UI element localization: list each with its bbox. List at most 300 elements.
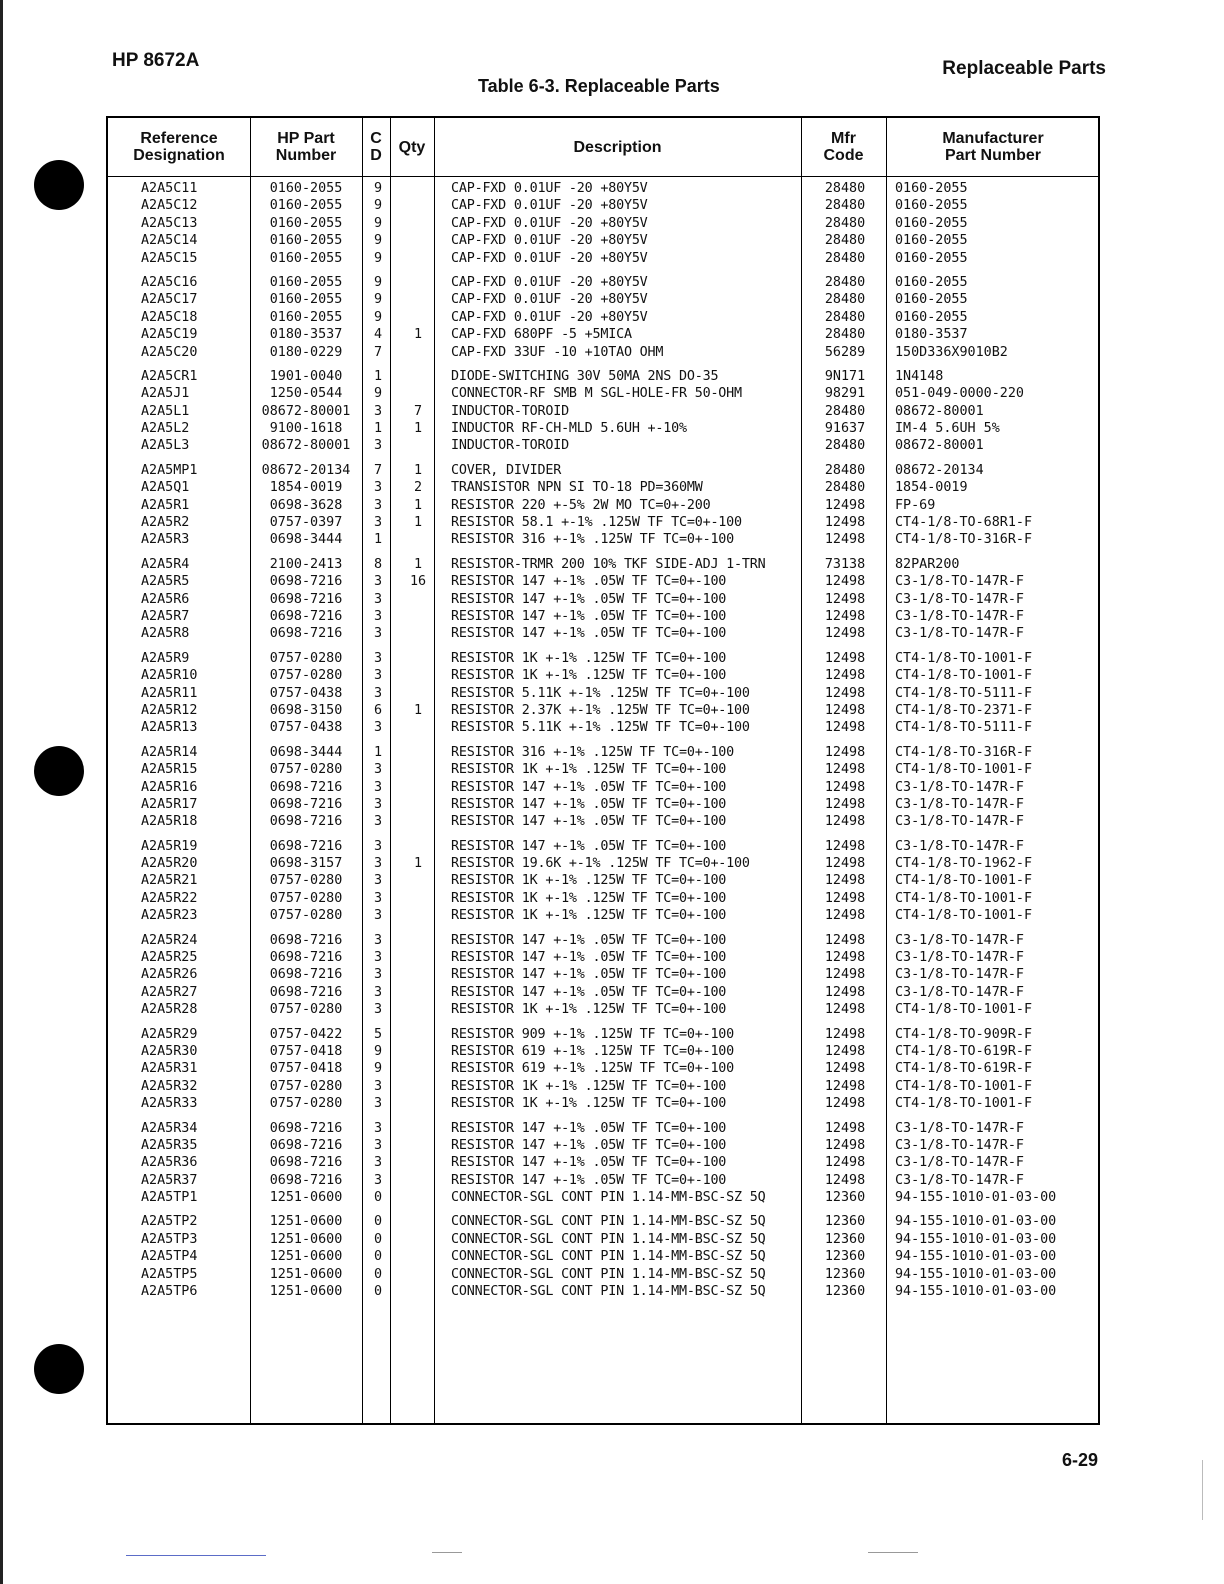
- cell-hp-part-number: 0757-0422: [269, 1026, 343, 1042]
- cell-ref-designation: A2A5R10: [141, 668, 198, 684]
- cell-cd: 3: [374, 873, 383, 889]
- cell-mfr-code: 28480: [824, 274, 866, 290]
- cell-mfr-code: 28480: [824, 292, 866, 308]
- cell-description: RESISTOR 1K +-1% .125W TF TC=0+-100: [451, 668, 727, 684]
- table-row: [108, 1248, 1098, 1265]
- table-row: [108, 531, 1098, 548]
- cell-hp-part-number: 2100-2413: [269, 556, 343, 572]
- cell-cd: 3: [374, 814, 383, 830]
- cell-ref-designation: A2A5R25: [141, 950, 198, 966]
- cell-hp-part-number: 1901-0040: [269, 368, 343, 384]
- cell-cd: 0: [374, 1231, 383, 1247]
- cell-description: RESISTOR 1K +-1% .125W TF TC=0+-100: [451, 762, 727, 778]
- table-row: [108, 966, 1098, 983]
- left-page-edge: [0, 0, 3, 1584]
- cell-cd: 1: [374, 532, 383, 548]
- cell-cd: 1: [374, 368, 383, 384]
- cell-cd: 3: [374, 1096, 383, 1112]
- page-number: 6-29: [1061, 1450, 1098, 1470]
- cell-description: RESISTOR 147 +-1% .05W TF TC=0+-100: [451, 779, 727, 795]
- cell-mfr-code: 12498: [824, 1096, 866, 1112]
- cell-cd: 3: [374, 1172, 383, 1188]
- cell-hp-part-number: 0698-7216: [269, 1137, 343, 1153]
- cell-ref-designation: A2A5R9: [141, 650, 190, 666]
- cell-qty: 1: [413, 515, 423, 531]
- cell-description: RESISTOR 147 +-1% .05W TF TC=0+-100: [451, 1172, 727, 1188]
- cell-description: RESISTOR-TRMR 200 10% TKF SIDE-ADJ 1-TRN: [451, 556, 766, 572]
- cell-mfr-code: 28480: [824, 462, 866, 478]
- cell-hp-part-number: 0757-0418: [269, 1043, 343, 1059]
- cell-cd: 3: [374, 574, 383, 590]
- cell-mfr-part-number: CT4-1/8-TO-1001-F: [895, 873, 1033, 889]
- cell-ref-designation: A2A5R7: [141, 608, 190, 624]
- cell-mfr-part-number: CT4-1/8-TO-619R-F: [895, 1043, 1033, 1059]
- cell-description: RESISTOR 5.11K +-1% .125W TF TC=0+-100: [451, 720, 750, 736]
- cell-mfr-part-number: 94-155-1010-01-03-00: [895, 1190, 1057, 1206]
- cell-hp-part-number: 0698-7216: [269, 796, 343, 812]
- cell-mfr-code: 12498: [824, 967, 866, 983]
- cell-qty: 1: [413, 327, 423, 343]
- cell-mfr-code: 12498: [824, 908, 866, 924]
- cell-description: RESISTOR 316 +-1% .125W TF TC=0+-100: [451, 744, 735, 760]
- cell-mfr-code: 28480: [824, 181, 866, 196]
- row-group: [108, 274, 1098, 361]
- cell-mfr-part-number: 94-155-1010-01-03-00: [895, 1231, 1057, 1247]
- cell-description: CONNECTOR-SGL CONT PIN 1.14-MM-BSC-SZ 5Q: [451, 1249, 766, 1265]
- cell-cd: 6: [374, 702, 383, 718]
- cell-mfr-code: 12498: [824, 1043, 866, 1059]
- cell-mfr-part-number: C3-1/8-TO-147R-F: [895, 574, 1024, 590]
- cell-mfr-part-number: CT4-1/8-TO-5111-F: [895, 720, 1033, 736]
- table-body: [108, 180, 1098, 1307]
- cell-mfr-code: 98291: [824, 386, 866, 402]
- table-row: [108, 385, 1098, 402]
- cell-hp-part-number: 0698-3444: [269, 532, 343, 548]
- cell-cd: 3: [374, 591, 383, 607]
- cell-mfr-part-number: C3-1/8-TO-147R-F: [895, 608, 1024, 624]
- cell-mfr-part-number: 0160-2055: [895, 250, 968, 266]
- cell-ref-designation: A2A5R13: [141, 720, 198, 736]
- table-row: [108, 326, 1098, 343]
- cell-description: CONNECTOR-SGL CONT PIN 1.14-MM-BSC-SZ 5Q: [451, 1214, 766, 1230]
- cell-mfr-code: 12360: [824, 1231, 866, 1247]
- cell-mfr-part-number: 0160-2055: [895, 233, 968, 249]
- cell-description: CONNECTOR-SGL CONT PIN 1.14-MM-BSC-SZ 5Q: [451, 1284, 766, 1300]
- cell-cd: 9: [374, 386, 383, 402]
- cell-cd: 1: [374, 744, 383, 760]
- cell-ref-designation: A2A5R8: [141, 626, 190, 642]
- cell-mfr-part-number: 94-155-1010-01-03-00: [895, 1284, 1057, 1300]
- cell-mfr-code: 28480: [824, 250, 866, 266]
- cell-mfr-part-number: CT4-1/8-TO-909R-F: [895, 1026, 1033, 1042]
- cell-mfr-code: 12498: [824, 779, 866, 795]
- cell-cd: 3: [374, 1155, 383, 1171]
- cell-mfr-code: 12360: [824, 1190, 866, 1206]
- table-row: [108, 215, 1098, 232]
- section-title: Replaceable Parts: [942, 58, 1106, 79]
- cell-ref-designation: A2A5R2: [141, 515, 190, 531]
- cell-cd: 5: [374, 1026, 383, 1042]
- cell-description: RESISTOR 147 +-1% .05W TF TC=0+-100: [451, 984, 727, 1000]
- cell-description: INDUCTOR-TOROID: [451, 403, 569, 419]
- cell-qty: 1: [413, 556, 423, 572]
- cell-description: TRANSISTOR NPN SI TO-18 PD=360MW: [451, 480, 703, 496]
- cell-mfr-part-number: 0160-2055: [895, 292, 968, 308]
- cell-ref-designation: A2A5C20: [141, 344, 198, 360]
- cell-mfr-part-number: C3-1/8-TO-147R-F: [895, 814, 1024, 830]
- cell-description: CONNECTOR-RF SMB M SGL-HOLE-FR 50-OHM: [451, 386, 742, 402]
- cell-ref-designation: A2A5L1: [141, 403, 190, 419]
- cell-mfr-part-number: 0160-2055: [895, 198, 968, 214]
- cell-hp-part-number: 0698-7216: [269, 932, 343, 948]
- cell-hp-part-number: 0757-0438: [269, 720, 343, 736]
- row-group: [108, 932, 1098, 1019]
- table-row: [108, 796, 1098, 813]
- cell-cd: 9: [374, 181, 383, 196]
- cell-mfr-code: 12360: [824, 1249, 866, 1265]
- cell-ref-designation: A2A5C19: [141, 327, 198, 343]
- cell-ref-designation: A2A5TP5: [141, 1266, 198, 1282]
- cell-mfr-part-number: CT4-1/8-TO-5111-F: [895, 685, 1033, 701]
- cell-description: RESISTOR 19.6K +-1% .125W TF TC=0+-100: [451, 856, 750, 872]
- cell-mfr-code: 12498: [824, 762, 866, 778]
- cell-mfr-part-number: IM-4 5.6UH 5%: [895, 421, 1000, 437]
- cell-hp-part-number: 0757-0280: [269, 908, 343, 924]
- cell-mfr-part-number: CT4-1/8-TO-1001-F: [895, 908, 1033, 924]
- cell-mfr-part-number: CT4-1/8-TO-1001-F: [895, 1096, 1033, 1112]
- cell-cd: 3: [374, 685, 383, 701]
- cell-hp-part-number: 0757-0280: [269, 762, 343, 778]
- cell-mfr-part-number: CT4-1/8-TO-619R-F: [895, 1061, 1033, 1077]
- cell-ref-designation: A2A5R11: [141, 685, 198, 701]
- cell-hp-part-number: 0757-0280: [269, 1096, 343, 1112]
- cell-hp-part-number: 0698-7216: [269, 984, 343, 1000]
- cell-description: CAP-FXD 0.01UF -20 +80Y5V: [451, 274, 648, 290]
- cell-ref-designation: A2A5J1: [141, 386, 190, 402]
- right-edge-mark: [1202, 1460, 1203, 1520]
- cell-hp-part-number: 0698-7216: [269, 967, 343, 983]
- row-group: [108, 368, 1098, 455]
- cell-description: INDUCTOR RF-CH-MLD 5.6UH +-10%: [451, 421, 687, 437]
- cell-hp-part-number: 0180-0229: [269, 344, 343, 360]
- table-row: [108, 779, 1098, 796]
- cell-hp-part-number: 1251-0600: [269, 1249, 343, 1265]
- cell-mfr-part-number: CT4-1/8-TO-1001-F: [895, 650, 1033, 666]
- cell-cd: 9: [374, 198, 383, 214]
- cell-cd: 9: [374, 215, 383, 231]
- cell-mfr-part-number: 1854-0019: [895, 480, 968, 496]
- cell-hp-part-number: 0698-7216: [269, 779, 343, 795]
- cell-description: RESISTOR 147 +-1% .05W TF TC=0+-100: [451, 967, 727, 983]
- cell-mfr-part-number: 0180-3537: [895, 327, 968, 343]
- parts-table: [106, 116, 1100, 1425]
- cell-hp-part-number: 1251-0600: [269, 1214, 343, 1230]
- cell-ref-designation: A2A5R23: [141, 908, 198, 924]
- cell-mfr-part-number: 08672-20134: [895, 462, 984, 478]
- cell-description: CAP-FXD 0.01UF -20 +80Y5V: [451, 198, 648, 214]
- cell-ref-designation: A2A5R28: [141, 1002, 198, 1018]
- table-row: [108, 514, 1098, 531]
- cell-hp-part-number: 1251-0600: [269, 1190, 343, 1206]
- table-row: [108, 1189, 1098, 1206]
- table-row: [108, 291, 1098, 308]
- cell-ref-designation: A2A5R30: [141, 1043, 198, 1059]
- cell-hp-part-number: 0698-7216: [269, 950, 343, 966]
- cell-mfr-part-number: C3-1/8-TO-147R-F: [895, 950, 1024, 966]
- cell-description: CAP-FXD 680PF -5 +5MICA: [451, 327, 632, 343]
- cell-mfr-part-number: CT4-1/8-TO-2371-F: [895, 702, 1033, 718]
- cell-hp-part-number: 0160-2055: [269, 250, 343, 266]
- cell-mfr-code: 56289: [824, 344, 866, 360]
- cell-mfr-code: 9N171: [824, 368, 866, 384]
- cell-cd: 3: [374, 856, 383, 872]
- cell-mfr-code: 28480: [824, 198, 866, 214]
- cell-description: RESISTOR 147 +-1% .05W TF TC=0+-100: [451, 1155, 727, 1171]
- cell-description: RESISTOR 1K +-1% .125W TF TC=0+-100: [451, 890, 727, 906]
- cell-mfr-part-number: 051-049-0000-220: [895, 386, 1024, 402]
- cell-description: CONNECTOR-SGL CONT PIN 1.14-MM-BSC-SZ 5Q: [451, 1190, 766, 1206]
- table-row: [108, 309, 1098, 326]
- cell-ref-designation: A2A5R12: [141, 702, 198, 718]
- footer-rule: [126, 1555, 266, 1556]
- cell-description: RESISTOR 909 +-1% .125W TF TC=0+-100: [451, 1026, 735, 1042]
- cell-ref-designation: A2A5R36: [141, 1155, 198, 1171]
- cell-hp-part-number: 0160-2055: [269, 233, 343, 249]
- cell-cd: 7: [374, 462, 383, 478]
- cell-ref-designation: A2A5C11: [141, 181, 198, 196]
- cell-description: CONNECTOR-SGL CONT PIN 1.14-MM-BSC-SZ 5Q: [451, 1231, 766, 1247]
- cell-mfr-part-number: 0160-2055: [895, 181, 968, 196]
- cell-hp-part-number: 0757-0280: [269, 890, 343, 906]
- cell-cd: 3: [374, 890, 383, 906]
- cell-mfr-part-number: C3-1/8-TO-147R-F: [895, 984, 1024, 1000]
- cell-description: RESISTOR 147 +-1% .05W TF TC=0+-100: [451, 1120, 727, 1136]
- cell-ref-designation: A2A5R32: [141, 1078, 198, 1094]
- cell-hp-part-number: 0698-7216: [269, 838, 343, 854]
- cell-mfr-part-number: 82PAR200: [895, 556, 960, 572]
- table-row: [108, 197, 1098, 214]
- cell-mfr-code: 12498: [824, 873, 866, 889]
- cell-ref-designation: A2A5R1: [141, 497, 190, 513]
- cell-hp-part-number: 1251-0600: [269, 1284, 343, 1300]
- cell-mfr-code: 28480: [824, 309, 866, 325]
- table-row: [108, 667, 1098, 684]
- table-row: [108, 497, 1098, 514]
- table-row: [108, 1060, 1098, 1077]
- table-row: [108, 1137, 1098, 1154]
- cell-cd: 3: [374, 608, 383, 624]
- table-row: [108, 1001, 1098, 1018]
- cell-hp-part-number: 0160-2055: [269, 309, 343, 325]
- table-row: [108, 608, 1098, 625]
- table-row: [108, 573, 1098, 590]
- cell-mfr-code: 12498: [824, 574, 866, 590]
- cell-cd: 0: [374, 1249, 383, 1265]
- table-row: [108, 719, 1098, 736]
- table-row: [108, 702, 1098, 719]
- cell-mfr-part-number: CT4-1/8-TO-1001-F: [895, 1002, 1033, 1018]
- cell-description: CAP-FXD 0.01UF -20 +80Y5V: [451, 292, 648, 308]
- cell-cd: 3: [374, 497, 383, 513]
- cell-cd: 7: [374, 344, 383, 360]
- cell-mfr-code: 12498: [824, 932, 866, 948]
- cell-hp-part-number: 0698-7216: [269, 626, 343, 642]
- cell-cd: 3: [374, 438, 383, 454]
- cell-mfr-part-number: C3-1/8-TO-147R-F: [895, 967, 1024, 983]
- cell-mfr-code: 73138: [824, 556, 866, 572]
- table-row: [108, 650, 1098, 667]
- cell-ref-designation: A2A5L3: [141, 438, 190, 454]
- cell-ref-designation: A2A5R22: [141, 890, 198, 906]
- row-group: [108, 1120, 1098, 1207]
- cell-cd: 9: [374, 233, 383, 249]
- cell-description: RESISTOR 220 +-5% 2W MO TC=0+-200: [451, 497, 711, 513]
- cell-hp-part-number: 1251-0600: [269, 1231, 343, 1247]
- cell-ref-designation: A2A5R34: [141, 1120, 198, 1136]
- table-row: [108, 1078, 1098, 1095]
- cell-ref-designation: A2A5C14: [141, 233, 198, 249]
- header-hp-part-number: HP Part Number: [275, 130, 337, 164]
- manual-model: HP 8672A: [112, 50, 200, 71]
- cell-mfr-code: 12498: [824, 591, 866, 607]
- cell-hp-part-number: 1854-0019: [269, 480, 343, 496]
- cell-qty: 16: [409, 574, 427, 590]
- cell-ref-designation: A2A5C16: [141, 274, 198, 290]
- cell-cd: 0: [374, 1190, 383, 1206]
- cell-cd: 3: [374, 967, 383, 983]
- table-row: [108, 1154, 1098, 1171]
- row-group: [108, 650, 1098, 737]
- cell-ref-designation: A2A5C13: [141, 215, 198, 231]
- cell-ref-designation: A2A5L2: [141, 421, 190, 437]
- cell-mfr-code: 12498: [824, 1002, 866, 1018]
- cell-mfr-part-number: FP-69: [895, 497, 936, 513]
- cell-mfr-part-number: CT4-1/8-TO-316R-F: [895, 532, 1033, 548]
- cell-mfr-code: 12498: [824, 702, 866, 718]
- cell-qty: 2: [413, 480, 423, 496]
- table-row: [108, 437, 1098, 454]
- table-row: [108, 1231, 1098, 1248]
- cell-mfr-part-number: C3-1/8-TO-147R-F: [895, 626, 1024, 642]
- cell-description: CAP-FXD 33UF -10 +10TAO OHM: [451, 344, 664, 360]
- cell-ref-designation: A2A5R6: [141, 591, 190, 607]
- cell-mfr-code: 12498: [824, 720, 866, 736]
- cell-mfr-part-number: 94-155-1010-01-03-00: [895, 1214, 1057, 1230]
- cell-cd: 8: [374, 556, 383, 572]
- cell-mfr-part-number: C3-1/8-TO-147R-F: [895, 1120, 1024, 1136]
- cell-mfr-code: 12498: [824, 608, 866, 624]
- cell-mfr-code: 12498: [824, 950, 866, 966]
- cell-ref-designation: A2A5R21: [141, 873, 198, 889]
- table-row: [108, 1026, 1098, 1043]
- cell-cd: 3: [374, 950, 383, 966]
- table-row: [108, 625, 1098, 642]
- cell-description: RESISTOR 316 +-1% .125W TF TC=0+-100: [451, 532, 735, 548]
- cell-mfr-part-number: C3-1/8-TO-147R-F: [895, 591, 1024, 607]
- cell-description: RESISTOR 1K +-1% .125W TF TC=0+-100: [451, 1078, 727, 1094]
- table-row: [108, 232, 1098, 249]
- cell-mfr-code: 12498: [824, 497, 866, 513]
- row-group: [108, 838, 1098, 925]
- cell-description: RESISTOR 5.11K +-1% .125W TF TC=0+-100: [451, 685, 750, 701]
- cell-ref-designation: A2A5R16: [141, 779, 198, 795]
- cell-mfr-part-number: C3-1/8-TO-147R-F: [895, 1172, 1024, 1188]
- cell-cd: 3: [374, 403, 383, 419]
- cell-description: RESISTOR 58.1 +-1% .125W TF TC=0+-100: [451, 515, 742, 531]
- cell-ref-designation: A2A5R33: [141, 1096, 198, 1112]
- table-row: [108, 274, 1098, 291]
- cell-hp-part-number: 0757-0280: [269, 668, 343, 684]
- cell-ref-designation: A2A5R5: [141, 574, 190, 590]
- binder-hole: [34, 1344, 84, 1394]
- cell-mfr-part-number: CT4-1/8-TO-1001-F: [895, 1078, 1033, 1094]
- cell-ref-designation: A2A5R35: [141, 1137, 198, 1153]
- cell-mfr-part-number: CT4-1/8-TO-1001-F: [895, 762, 1033, 778]
- table-row: [108, 855, 1098, 872]
- table-row: [108, 1213, 1098, 1230]
- header-qty: Qty: [398, 138, 426, 156]
- cell-mfr-part-number: 08672-80001: [895, 403, 984, 419]
- row-group: [108, 556, 1098, 643]
- table-row: [108, 685, 1098, 702]
- cell-mfr-part-number: 94-155-1010-01-03-00: [895, 1249, 1057, 1265]
- cell-hp-part-number: 0698-7216: [269, 1172, 343, 1188]
- cell-ref-designation: A2A5C12: [141, 198, 198, 214]
- table-row: [108, 479, 1098, 496]
- table-row: [108, 838, 1098, 855]
- cell-qty: 1: [413, 856, 423, 872]
- cell-ref-designation: A2A5R37: [141, 1172, 198, 1188]
- cell-mfr-code: 12498: [824, 515, 866, 531]
- table-row: [108, 420, 1098, 437]
- cell-description: RESISTOR 1K +-1% .125W TF TC=0+-100: [451, 908, 727, 924]
- cell-mfr-code: 28480: [824, 215, 866, 231]
- cell-hp-part-number: 0757-0280: [269, 873, 343, 889]
- cell-description: RESISTOR 147 +-1% .05W TF TC=0+-100: [451, 932, 727, 948]
- cell-hp-part-number: 0698-7216: [269, 1155, 343, 1171]
- cell-description: RESISTOR 619 +-1% .125W TF TC=0+-100: [451, 1043, 735, 1059]
- table-row: [108, 1043, 1098, 1060]
- table-row: [108, 462, 1098, 479]
- cell-hp-part-number: 0160-2055: [269, 198, 343, 214]
- cell-mfr-part-number: C3-1/8-TO-147R-F: [895, 932, 1024, 948]
- cell-cd: 0: [374, 1266, 383, 1282]
- cell-cd: 3: [374, 626, 383, 642]
- cell-qty: 1: [413, 702, 423, 718]
- cell-description: RESISTOR 147 +-1% .05W TF TC=0+-100: [451, 608, 727, 624]
- cell-hp-part-number: 0757-0280: [269, 1078, 343, 1094]
- cell-mfr-part-number: CT4-1/8-TO-1962-F: [895, 856, 1033, 872]
- cell-description: RESISTOR 1K +-1% .125W TF TC=0+-100: [451, 873, 727, 889]
- cell-ref-designation: A2A5R20: [141, 856, 198, 872]
- cell-hp-part-number: 9100-1618: [269, 421, 343, 437]
- cell-mfr-part-number: 0160-2055: [895, 309, 968, 325]
- cell-mfr-part-number: C3-1/8-TO-147R-F: [895, 779, 1024, 795]
- table-row: [108, 344, 1098, 361]
- cell-mfr-code: 12498: [824, 1061, 866, 1077]
- cell-hp-part-number: 0757-0438: [269, 685, 343, 701]
- cell-hp-part-number: 0757-0280: [269, 650, 343, 666]
- cell-mfr-code: 12498: [824, 744, 866, 760]
- cell-mfr-part-number: C3-1/8-TO-147R-F: [895, 1137, 1024, 1153]
- cell-description: CAP-FXD 0.01UF -20 +80Y5V: [451, 215, 648, 231]
- cell-hp-part-number: 1251-0600: [269, 1266, 343, 1282]
- cell-mfr-code: 12498: [824, 626, 866, 642]
- cell-description: CAP-FXD 0.01UF -20 +80Y5V: [451, 309, 648, 325]
- header-mfr-code: Mfr Code: [823, 130, 864, 164]
- cell-hp-part-number: 0757-0397: [269, 515, 343, 531]
- cell-qty: 1: [413, 497, 423, 513]
